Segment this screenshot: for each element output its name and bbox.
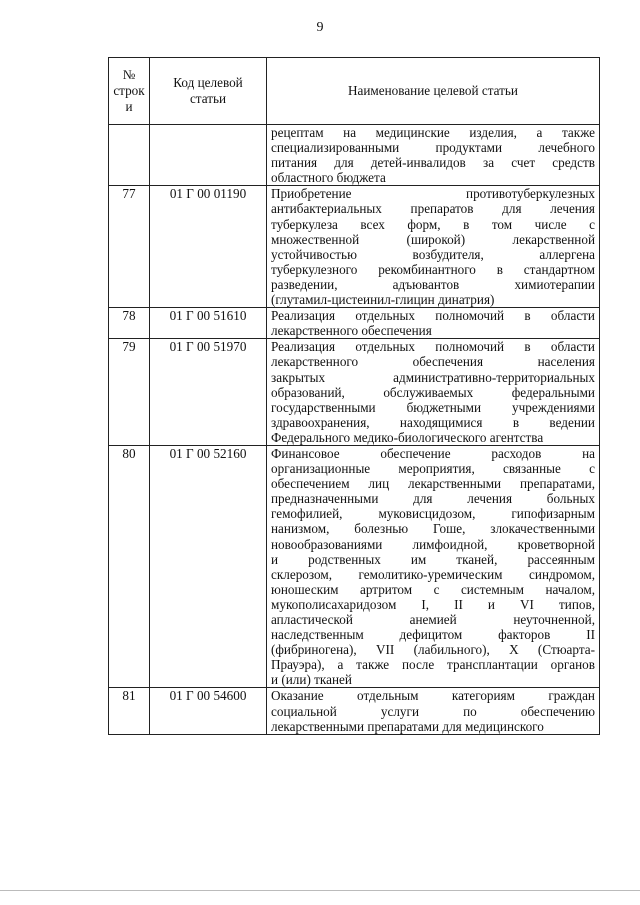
target-articles-table [108, 57, 600, 735]
header-row-number: № строк и [109, 58, 150, 125]
row-name-line: Прауэра), а также после трансплантации органов [271, 657, 595, 673]
row-name-line: предназначенными для лечения больных [271, 491, 595, 507]
row-name-line: государственными бюджетными учреждениями [271, 399, 595, 415]
row-name-line: социальной услуги по обеспечению [271, 703, 595, 719]
row-name-line: и родственных им тканей, рассеянным [271, 551, 595, 567]
row-name [267, 688, 600, 734]
table-row [109, 186, 600, 308]
header-code: Код целевой статьи [150, 58, 267, 125]
row-name-line: специализированными продуктами лечебного [271, 140, 595, 156]
row-name-line: юношеским артритом с системным началом, [271, 581, 595, 597]
row-code: 01 Г 00 51970 [150, 339, 267, 446]
table-row [109, 445, 600, 688]
page-number: 9 [316, 20, 324, 35]
row-name-line: множественной (широкой) лекарственной [271, 231, 595, 247]
row-name-line: и (или) тканей [271, 672, 352, 688]
row-name-line: образований, обслуживаемых федеральными [271, 384, 595, 400]
row-name-line: гемофилией, муковисцидозом, гипофизарным [271, 506, 595, 522]
row-name-line: обеспечением лиц лекарственными препаратами, [271, 476, 595, 492]
row-name-line: (фибриногена), VII (лабильного), X (Стюарта- [271, 642, 595, 658]
row-name-line: антибактериальных препаратов для лечения [271, 201, 595, 217]
row-number [109, 125, 150, 186]
row-name-line: устойчивостью возбудителя, аллергена [271, 246, 595, 262]
row-name [267, 186, 600, 308]
row-number: 79 [109, 339, 150, 446]
row-name-line: Приобретение противотуберкулезных [271, 186, 595, 202]
table-body [109, 125, 600, 735]
row-name [267, 445, 600, 688]
row-number: 77 [109, 186, 150, 308]
row-name-line: склерозом, гемолитико-уремическим синдромом, [271, 566, 595, 582]
row-name-line: здравоохранения, находящимися в ведении [271, 414, 595, 430]
row-name-line: Реализация отдельных полномочий в области [271, 339, 595, 355]
row-name-line: мукополисахаридозом I, II и VI типов, [271, 596, 595, 612]
row-name-line: лекарственного обеспечения населения [271, 354, 595, 370]
table-row [109, 125, 600, 186]
page-bottom-edge [0, 890, 640, 891]
row-name-line: нанизмом, болезнью Гоше, злокачественными [271, 521, 595, 537]
table-header-row [109, 58, 600, 125]
row-name-line: закрытых административно-территориальных [271, 369, 595, 385]
row-name-line: разведении, адъювантов химиотерапии [271, 276, 595, 292]
row-code: 01 Г 00 01190 [150, 186, 267, 308]
row-number: 78 [109, 308, 150, 339]
row-name-line: рецептам на медицинские изделия, а также [271, 125, 595, 140]
row-number: 81 [109, 688, 150, 734]
row-name-line: лекарственного обеспечения [271, 323, 432, 339]
row-name-line: Оказание отдельным категориям граждан [271, 688, 595, 704]
row-name-line: Реализация отдельных полномочий в области [271, 308, 595, 324]
row-name-line: туберкулезного рекомбинантного в стандартном [271, 261, 595, 277]
row-name [267, 339, 600, 446]
row-name-line: (глутамил-цистеинил-глицин динатрия) [271, 292, 495, 308]
row-code: 01 Г 00 54600 [150, 688, 267, 734]
row-name-line: апластической анемией неуточненной, [271, 612, 595, 627]
row-number: 80 [109, 445, 150, 688]
row-name-line: наследственным дефицитом факторов II [271, 627, 595, 643]
row-name-line: туберкулеза всех форм, в том числе с [271, 216, 595, 232]
row-name-line: питания для детей-инвалидов за счет средств [271, 155, 595, 171]
row-code: 01 Г 00 51610 [150, 308, 267, 339]
row-name-line: Федерального медико-биологического агентства [271, 429, 544, 445]
row-name-line: лекарственными препаратами для медицинского [271, 718, 544, 734]
header-name: Наименование целевой статьи [267, 58, 600, 125]
row-name [267, 308, 600, 339]
table-row [109, 339, 600, 446]
row-code: 01 Г 00 52160 [150, 445, 267, 688]
table-row [109, 308, 600, 339]
row-name-line: областного бюджета [271, 170, 386, 186]
row-name-line: новообразованиями лимфоидной, кроветворной [271, 536, 595, 552]
row-name-line: Финансовое обеспечение расходов на [271, 445, 595, 461]
table-row [109, 688, 600, 734]
row-name [267, 125, 600, 186]
row-code [150, 125, 267, 186]
row-name-line: организационные мероприятия, связанные с [271, 461, 595, 477]
